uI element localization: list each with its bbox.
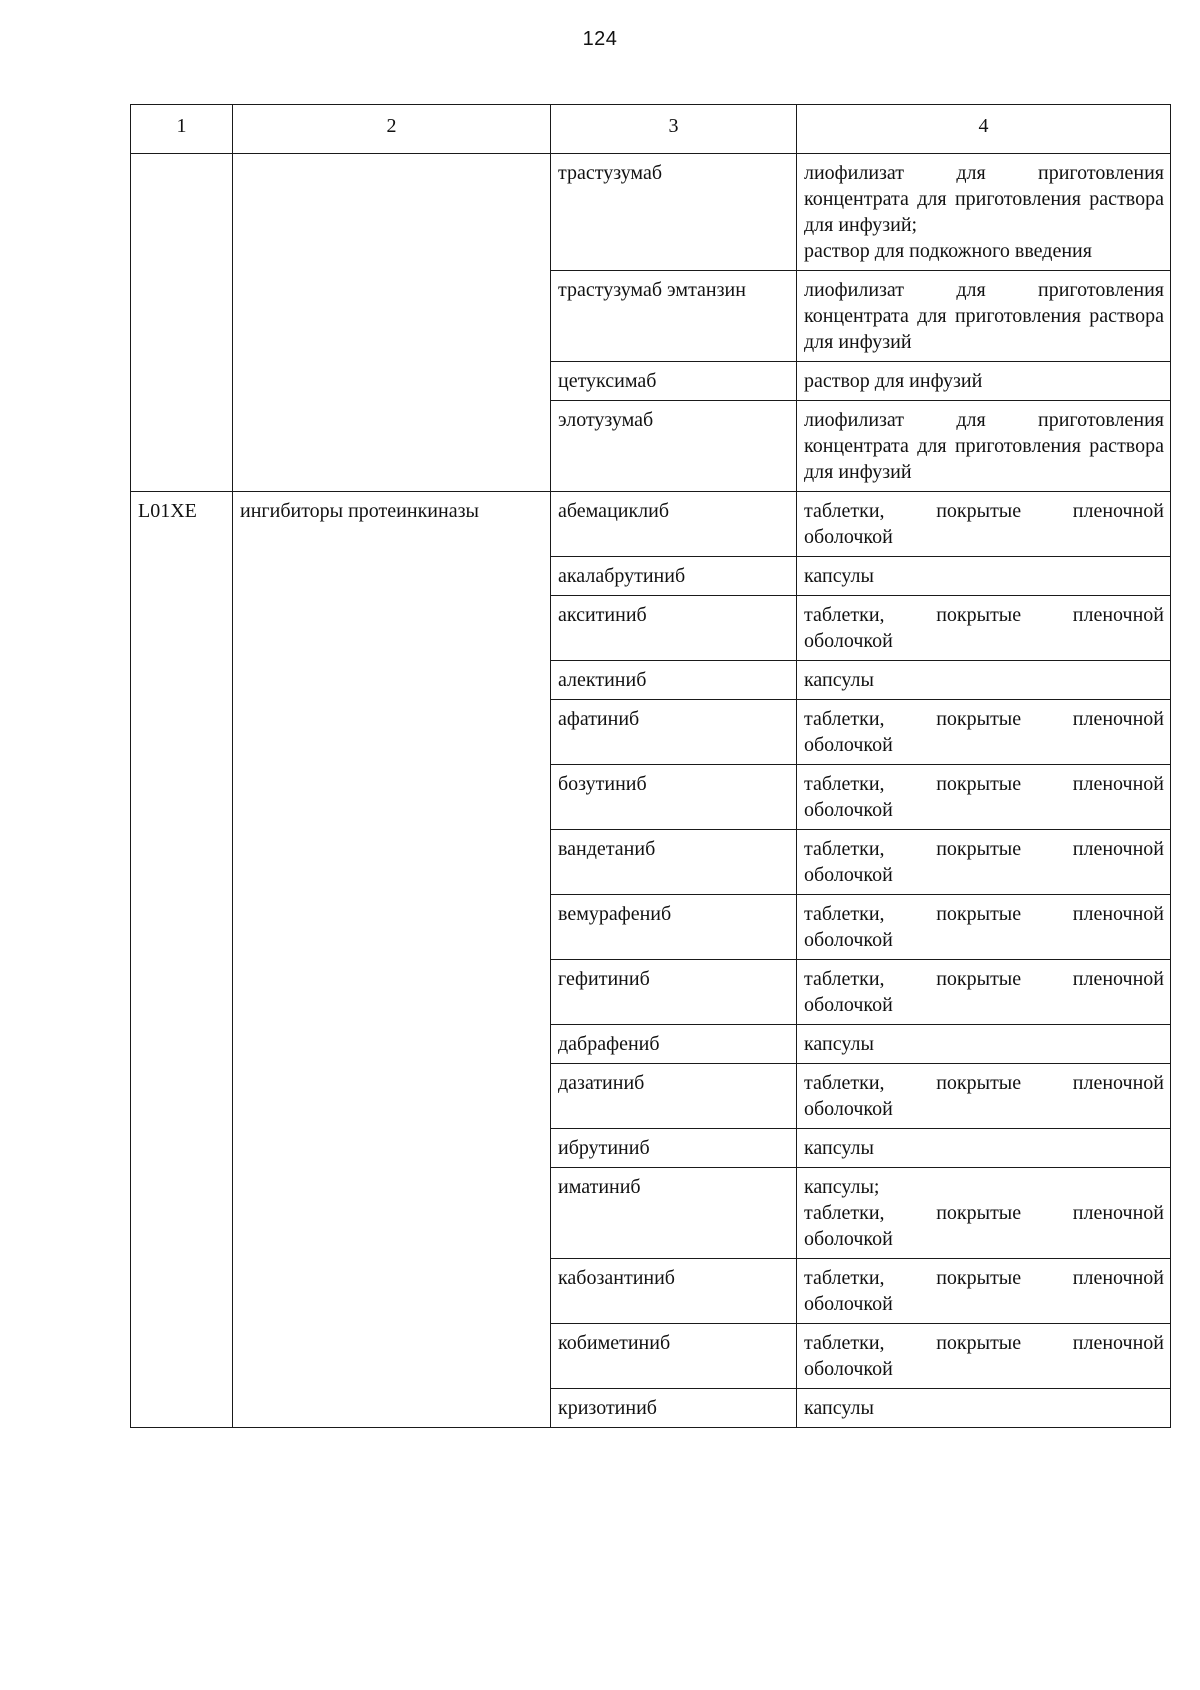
dosage-form: капсулы [804, 669, 874, 691]
drug-name: элотузумаб [558, 409, 654, 431]
drug-name-cell [551, 492, 797, 557]
dosage-form: лиофилизат для приготовления концентрата для приготовления раствора для инфузий [804, 279, 1164, 353]
table-row [131, 154, 1171, 271]
column-header: 4 [797, 105, 1171, 154]
atc-code-cell [131, 154, 233, 492]
dosage-form-cell [797, 1389, 1171, 1428]
dosage-form-cell [797, 401, 1171, 492]
drug-name-cell [551, 596, 797, 661]
dosage-form: капсулы [804, 1397, 874, 1419]
dosage-form: лиофилизат для приготовления концентрата для приготовления раствора для инфузий [804, 409, 1164, 483]
drug-name: трастузумаб [558, 162, 663, 184]
table-body [131, 154, 1171, 1428]
dosage-form: раствор для инфузий [804, 370, 983, 392]
dosage-form-cell [797, 1259, 1171, 1324]
drug-table [130, 104, 1171, 1428]
dosage-form-cell [797, 895, 1171, 960]
dosage-form: таблетки, покрытые пленочной оболочкой [804, 773, 1164, 821]
drug-name: ибрутиниб [558, 1137, 650, 1159]
dosage-form-cell [797, 830, 1171, 895]
dosage-form: капсулы; [804, 1176, 880, 1198]
dosage-form: капсулы [804, 1137, 874, 1159]
dosage-form: таблетки, покрытые пленочной оболочкой [804, 1202, 1164, 1250]
atc-code: L01XE [138, 500, 197, 522]
page-number: 124 [582, 28, 618, 50]
drug-name: кризотиниб [558, 1397, 657, 1419]
dosage-form: таблетки, покрытые пленочной оболочкой [804, 1332, 1164, 1380]
dosage-form-cell [797, 557, 1171, 596]
dosage-form-cell [797, 1064, 1171, 1129]
dosage-form-cell [797, 960, 1171, 1025]
dosage-form: таблетки, покрытые пленочной оболочкой [804, 604, 1164, 652]
drug-name-cell [551, 1259, 797, 1324]
column-header: 1 [131, 105, 233, 154]
dosage-form: таблетки, покрытые пленочной оболочкой [804, 1267, 1164, 1315]
drug-name-cell [551, 271, 797, 362]
dosage-form-cell [797, 1168, 1171, 1259]
drug-name-cell [551, 895, 797, 960]
dosage-form: капсулы [804, 565, 874, 587]
drug-name-cell [551, 661, 797, 700]
drug-name-cell [551, 362, 797, 401]
header-row [131, 105, 1171, 154]
column-header: 3 [551, 105, 797, 154]
drug-name-cell [551, 401, 797, 492]
group-name: ингибиторы протеинкиназы [240, 500, 479, 522]
dosage-form-cell [797, 154, 1171, 271]
dosage-form: таблетки, покрытые пленочной оболочкой [804, 1072, 1164, 1120]
dosage-form: раствор для подкожного введения [804, 240, 1092, 262]
dosage-form: таблетки, покрытые пленочной оболочкой [804, 838, 1164, 886]
drug-name-cell [551, 960, 797, 1025]
drug-name: абемациклиб [558, 500, 670, 522]
drug-name: кобиметиниб [558, 1332, 671, 1354]
drug-name: акситиниб [558, 604, 647, 626]
drug-name-cell [551, 1324, 797, 1389]
drug-name: трастузумаб эмтанзин [558, 279, 746, 301]
atc-code-cell [131, 492, 233, 1428]
dosage-form-cell [797, 1129, 1171, 1168]
dosage-form: таблетки, покрытые пленочной оболочкой [804, 708, 1164, 756]
dosage-form-cell [797, 596, 1171, 661]
dosage-form: таблетки, покрытые пленочной оболочкой [804, 968, 1164, 1016]
drug-name: алектиниб [558, 669, 647, 691]
drug-name: дазатиниб [558, 1072, 645, 1094]
dosage-form: капсулы [804, 1033, 874, 1055]
dosage-form-cell [797, 661, 1171, 700]
drug-name: акалабрутиниб [558, 565, 686, 587]
drug-name-cell [551, 1389, 797, 1428]
drug-name: дабрафениб [558, 1033, 660, 1055]
group-name-cell [233, 492, 551, 1428]
dosage-form-cell [797, 362, 1171, 401]
drug-name: цетуксимаб [558, 370, 657, 392]
drug-name: иматиниб [558, 1176, 641, 1198]
dosage-form-cell [797, 700, 1171, 765]
drug-name: гефитиниб [558, 968, 650, 990]
drug-name-cell [551, 765, 797, 830]
group-name-cell [233, 154, 551, 492]
drug-name: вандетаниб [558, 838, 656, 860]
drug-name-cell [551, 1168, 797, 1259]
dosage-form-cell [797, 492, 1171, 557]
drug-name-cell [551, 557, 797, 596]
drug-name-cell [551, 1064, 797, 1129]
dosage-form-cell [797, 271, 1171, 362]
drug-name: афатиниб [558, 708, 640, 730]
drug-name-cell [551, 700, 797, 765]
drug-name-cell [551, 154, 797, 271]
drug-name-cell [551, 1129, 797, 1168]
column-header: 2 [233, 105, 551, 154]
drug-name: кабозантиниб [558, 1267, 675, 1289]
dosage-form: таблетки, покрытые пленочной оболочкой [804, 903, 1164, 951]
dosage-form-cell [797, 1025, 1171, 1064]
dosage-form-cell [797, 1324, 1171, 1389]
drug-name: бозутиниб [558, 773, 647, 795]
drug-name: вемурафениб [558, 903, 672, 925]
dosage-form: лиофилизат для приготовления концентрата для приготовления раствора для инфузий; [804, 162, 1164, 236]
drug-name-cell [551, 830, 797, 895]
drug-name-cell [551, 1025, 797, 1064]
dosage-form: таблетки, покрытые пленочной оболочкой [804, 500, 1164, 548]
table-row [131, 492, 1171, 557]
dosage-form-cell [797, 765, 1171, 830]
